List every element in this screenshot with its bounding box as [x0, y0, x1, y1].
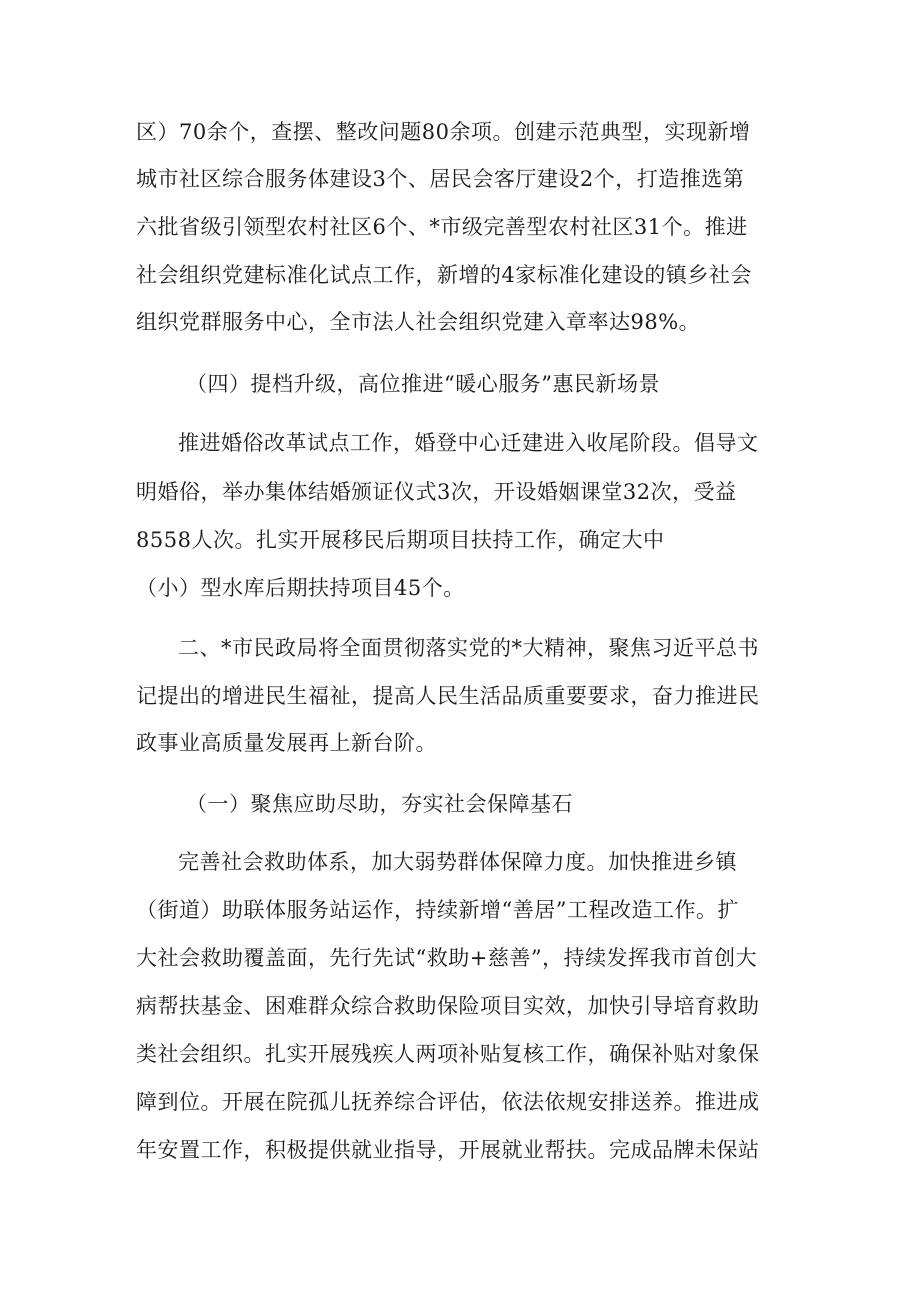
paragraph-line: 完善社会救助体系，加大弱势群体保障力度。加快推进乡镇 — [178, 850, 737, 874]
paragraph-line: 类社会组织。扎实开展残疾人两项补贴复核工作，确保补贴对象保 — [136, 1042, 760, 1066]
paragraph-line: 六批省级引领型农村社区6个、*市级完善型农村社区31个。推进 — [136, 215, 748, 239]
paragraph-line: 区）70余个，查摆、整改问题80余项。创建示范典型，实现新增 — [136, 120, 751, 144]
section-heading: （四）提档升级，高位推进“暖心服务”惠民新场景 — [186, 372, 660, 396]
paragraph-line: 8558人次。扎实开展移民后期项目扶持工作，确定大中 — [136, 528, 665, 552]
paragraph-line: （小）型水库后期扶持项目45个。 — [136, 576, 465, 600]
paragraph-line: 政事业高质量发展再上新台阶。 — [136, 731, 437, 755]
paragraph-line: （街道）助联体服务站运作，持续新增“善居”工程改造工作。扩 — [136, 898, 739, 922]
paragraph-line: 障到位。开展在院孤儿抚养综合评估，依法依规安排送养。推进成 — [136, 1090, 760, 1114]
paragraph-line: 大社会救助覆盖面，先行先试“救助+慈善”，持续发挥我市首创大 — [136, 946, 758, 970]
paragraph-line: 推进婚俗改革试点工作，婚登中心迁建进入收尾阶段。倡导文 — [178, 431, 759, 455]
paragraph-line: 明婚俗，举办集体结婚颁证仪式3次，开设婚姻课堂32次，受益 — [136, 480, 737, 504]
paragraph-line: 城市社区综合服务体建设3个、居民会客厅建设2个，打造推选第 — [136, 167, 745, 191]
paragraph-line: 社会组织党建标准化试点工作，新增的4家标准化建设的镇乡社会 — [136, 263, 752, 287]
paragraph-line: 二、*市民政局将全面贯彻落实党的*大精神，聚焦习近平总书 — [178, 636, 759, 660]
paragraph-line: 组织党群服务中心，全市法人社会组织党建入章率达98%。 — [136, 310, 701, 334]
paragraph-line: 病帮扶基金、困难群众综合救助保险项目实效，加快引导培育救助 — [136, 994, 760, 1018]
paragraph-line: 记提出的增进民生福祉，提高人民生活品质重要要求，奋力推进民 — [136, 684, 760, 708]
paragraph-line: 年安置工作，积极提供就业指导，开展就业帮扶。完成品牌未保站 — [136, 1138, 760, 1162]
section-heading: （一）聚焦应助尽助，夯实社会保障基石 — [186, 792, 573, 816]
